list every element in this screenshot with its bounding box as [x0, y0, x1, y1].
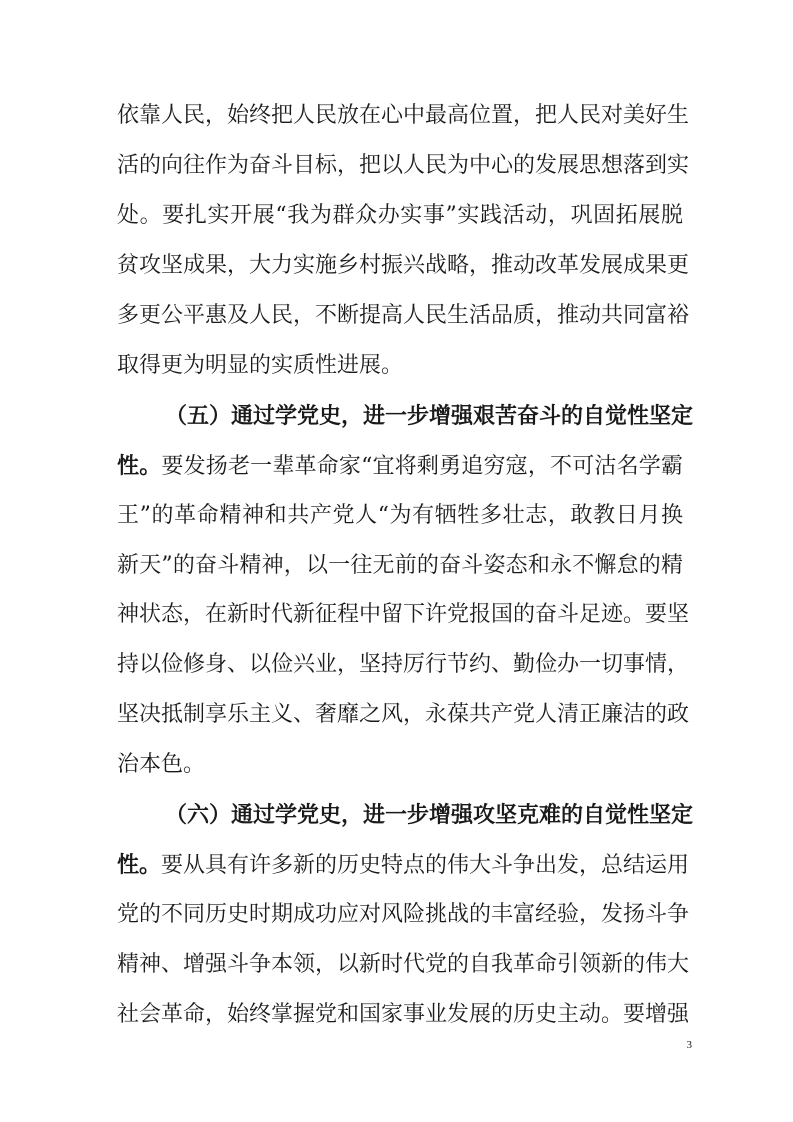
text-line: 活的向往作为奋斗目标，把以人民为中心的发展思想落到实 [117, 153, 690, 178]
text-span: 要从具有许多新的历史特点的伟大斗争出发，总结运用 [161, 853, 690, 878]
page-number: 3 [686, 1039, 692, 1051]
section-heading-tail: 性。 [117, 852, 162, 878]
text-line: 持以俭修身、以俭兴业，坚持厉行节约、勤俭办一切事情， [117, 652, 690, 677]
text-line: 新天”的奋斗精神，以一往无前的奋斗姿态和永不懈怠的精 [117, 553, 683, 578]
section-heading-line: （六）通过学党史，进一步增强攻坚克难的自觉性坚定 [165, 802, 694, 828]
text-line: 贫攻坚成果，大力实施乡村振兴战略，推动改革发展成果更 [117, 253, 690, 278]
text-line: 社会革命，始终掌握党和国家事业发展的历史主动。要增强 [117, 1002, 690, 1027]
text-line: 党的不同历史时期成功应对风险挑战的丰富经验，发扬斗争 [117, 902, 690, 927]
text-line: 治本色。 [117, 752, 206, 777]
text-line: 王”的革命精神和共产党人“为有牺牲多壮志，敢教日月换 [117, 503, 683, 528]
text-span: 要发扬老一辈革命家“宜将剩勇追穷寇，不可沽名学霸 [161, 454, 683, 479]
text-line: 处。要扎实开展“我为群众办实事”实践活动，巩固拓展脱 [117, 203, 683, 228]
text-line: 精神、增强斗争本领，以新时代党的自我革命引领新的伟大 [117, 952, 690, 977]
text-line: 神状态，在新时代新征程中留下许党报国的奋斗足迹。要坚 [117, 602, 690, 627]
text-line: 依靠人民，始终把人民放在心中最高位置，把人民对美好生 [117, 103, 690, 128]
section-paragraph-line [117, 850, 690, 880]
text-line: 坚决抵制享乐主义、奢靡之风，永葆共产党人清正廉洁的政 [117, 702, 690, 727]
text-line: 多更公平惠及人民，不断提高人民生活品质，推动共同富裕 [117, 303, 690, 328]
section-heading-tail: 性。 [117, 453, 162, 479]
text-line: 取得更为明显的实质性进展。 [117, 353, 404, 378]
section-heading-line: （五）通过学党史，进一步增强艰苦奋斗的自觉性坚定 [165, 403, 694, 429]
section-paragraph-line [117, 451, 683, 481]
